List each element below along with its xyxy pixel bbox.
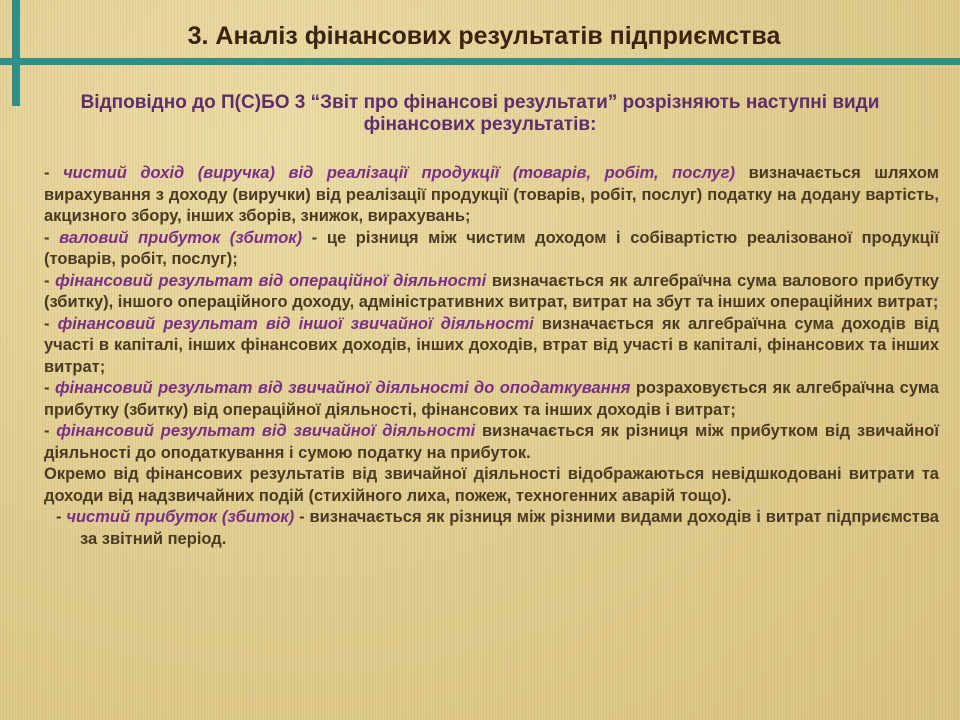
definition-text: визначається як алгебраїчна сума валового прибутку (збитку), іншого операційного доходу, адміністративних витрат, витрат на збут та інших операційних витрат;: [44, 271, 939, 311]
decorative-vertical-line: [12, 0, 20, 106]
list-dash: -: [44, 271, 56, 290]
list-dash: -: [44, 228, 60, 247]
list-dash: -: [44, 164, 64, 182]
term-operating-result: фінансовий результат від операційної діяльності: [55, 271, 487, 290]
list-item: [44, 421, 939, 464]
extraordinary-note: Окремо від фінансових результатів від звичайної діяльності відображаються невідшкодовані витрати та доходи від надзвичайних подій (стихійного лиха, пожеж, техногенних аварій тощо).: [44, 465, 939, 505]
list-item: [44, 378, 939, 421]
definition-text: розраховується як алгебраїчна сума прибутку (збитку) від операційної діяльності, фінансових та інших доходів і витрат;: [44, 379, 939, 419]
intro-text: Відповідно до П(С)БО 3 “Звіт про фінансові результати” розрізняють наступні види фінансових результатів:: [80, 92, 880, 135]
term-ordinary-result: фінансовий результат від звичайної діяльності: [56, 422, 476, 440]
decorative-horizontal-line: [0, 58, 960, 65]
definition-text: визначається як різниця між прибутком від звичайної діяльності до оподаткування і сумою податку на прибуток.: [44, 422, 939, 462]
list-dash: -: [44, 314, 58, 333]
list-dash: -: [44, 379, 55, 397]
list-item: [44, 271, 939, 314]
term-other-ordinary-result: фінансовий результат від іншої звичайної діяльності: [57, 314, 534, 333]
term-net-profit: чистий прибуток (збиток): [66, 508, 295, 526]
list-dash: -: [56, 508, 67, 526]
definition-text: визначається як алгебраїчна сума доходів від участі в капіталі, інших фінансових доходів, інших доходів, втрат від участі в капіталі, фінансових та інших витрат;: [44, 314, 939, 376]
definitions-list: [44, 163, 939, 550]
term-pretax-result: фінансовий результат від звичайної діяльності до оподаткування: [54, 379, 631, 397]
list-item: [44, 314, 939, 379]
definition-text: - це різниця між чистим доходом і собівартістю реалізованої продукції (товарів, робіт, послуг);: [44, 228, 939, 268]
definition-text: - визначається як різниця між різними видами доходів і витрат підприємства за звітний період.: [80, 508, 939, 548]
term-gross-profit: валовий прибуток (збиток): [59, 228, 303, 247]
list-item: [44, 163, 939, 228]
list-item: [44, 228, 939, 271]
slide-title: 3. Аналіз фінансових результатів підприємства: [187, 22, 781, 50]
list-dash: -: [44, 422, 57, 440]
list-item: [44, 507, 939, 550]
definition-text: визначається шляхом вирахування з доходу (виручки) від реалізації продукції (товарів, робіт, послуг) податку на додану вартість, акцизного збору, інших зборів, знижок, вирахувань;: [44, 164, 939, 225]
term-net-revenue: чистий дохід (виручка) від реалізації продукції (товарів, робіт, послуг): [63, 164, 736, 182]
